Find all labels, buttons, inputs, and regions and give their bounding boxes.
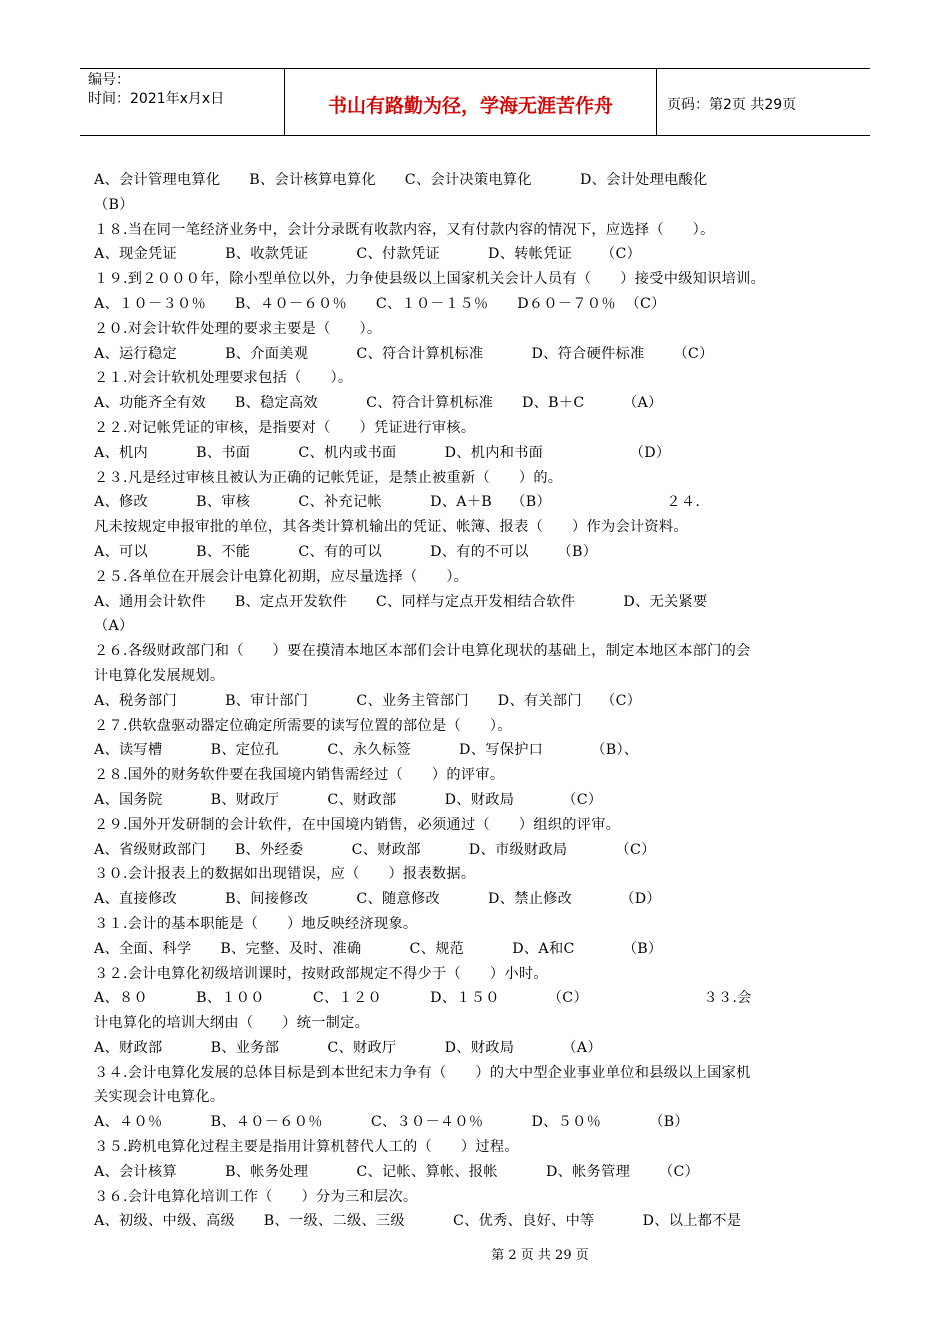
text-line: ３２.会计电算化初级培训课时，按财政部规定不得少于（ ）小时。 xyxy=(94,965,548,982)
text-line: A、机内 B、书面 C、机内或书面 D、机内和书面 （D） xyxy=(94,444,671,461)
date-label: 时间：2021年x月x日 xyxy=(88,91,225,107)
text-line: A、直接修改 B、间接修改 C、随意修改 D、禁止修改 （D） xyxy=(94,891,661,908)
header-motto: 书山有路勤为径，学海无涯苦作舟 xyxy=(285,69,657,135)
text-line: A、１０－３０％ B、４０－６０％ C、１０－１５％ D６０－７０％ （C） xyxy=(94,295,666,312)
text-line: ３１.会计的基本职能是（ ）地反映经济现象。 xyxy=(94,915,418,932)
text-line: 计电算化发展规划。 xyxy=(94,667,225,684)
text-line: ２３.凡是经过审核且被认为正确的记帐凭证，是禁止被重新（ ）的。 xyxy=(94,469,563,486)
text-line: A、会计管理电算化 B、会计核算电算化 C、会计决策电算化 D、会计处理电酸化 xyxy=(94,172,708,188)
header-page-info: 页码：第2页 共29页 xyxy=(667,97,797,113)
text-line: ２０.对会计软件处理的要求主要是（ ）。 xyxy=(94,320,382,337)
number-label: 编号： xyxy=(88,72,130,88)
text-line: A、税务部门 B、审计部门 C、业务主管部门 D、有关部门 （C） xyxy=(94,692,642,709)
text-line: 关实现会计电算化。 xyxy=(94,1089,225,1106)
text-line: ２９.国外开发研制的会计软件，在中国境内销售，必须通过（ ）组织的评审。 xyxy=(94,816,621,833)
text-line: A、读写槽 B、定位孔 C、永久标签 D、写保护口 （B）、 xyxy=(94,742,639,759)
text-line: 凡未按规定申报审批的单位，其各类计算机输出的凭证、帐簿、报表（ ）作为会计资料。 xyxy=(94,519,688,536)
text-line: １９.到２０００年，除小型单位以外，力争使县级以上国家机关会计人员有（ ）接受中级知识培训。 xyxy=(94,271,766,288)
text-line: A、４０％ B、４０－６０％ C、３０－４０％ D、５０％ （B） xyxy=(94,1114,689,1131)
text-line: （B） xyxy=(94,196,134,213)
text-line: A、会计核算 B、帐务处理 C、记帐、算帐、报帐 D、帐务管理 （C） xyxy=(94,1163,700,1180)
text-line: ２１.对会计软机处理要求包括（ ）。 xyxy=(94,370,353,387)
text-line: A、通用会计软件 B、定点开发软件 C、同样与定点开发相结合软件 D、无关紧要 xyxy=(94,593,708,610)
document-body xyxy=(94,168,860,1234)
text-line: 计电算化的培训大纲由（ ）统一制定。 xyxy=(94,1015,370,1032)
text-line: A、省级财政部门 B、外经委 C、财政部 D、市级财政局 （C） xyxy=(94,841,656,858)
text-line: A、初级、中级、高级 B、一级、二级、三级 C、优秀、良好、中等 D、以上都不是 xyxy=(94,1213,742,1230)
text-line: A、国务院 B、财政厅 C、财政部 D、财政局 （C） xyxy=(94,791,603,808)
text-line: A、财政部 B、业务部 C、财政厅 D、财政局 （A） xyxy=(94,1039,602,1056)
text-line: A、运行稳定 B、介面美观 C、符合计算机标准 D、符合硬件标准 （C） xyxy=(94,345,714,362)
text-line: A、８０ B、１００ C、１２０ D、１５０ （C） ３３.会 xyxy=(94,990,752,1007)
page-header xyxy=(80,68,870,136)
text-line: A、现金凭证 B、收款凭证 C、付款凭证 D、转帐凭证 （C） xyxy=(94,246,642,263)
text-line: ２５.各单位在开展会计电算化初期，应尽量选择（ ）。 xyxy=(94,568,469,585)
text-line: A、修改 B、审核 C、补充记帐 D、A＋B （B） ２４. xyxy=(94,494,701,511)
text-line: ２６.各级财政部门和（ ）要在摸清本地区本部们会计电算化现状的基础上，制定本地区本部门的会 xyxy=(94,643,751,660)
page-footer: 第 2 页 共 29 页 xyxy=(491,1248,589,1263)
text-line: A、功能齐全有效 B、稳定高效 C、符合计算机标准 D、B＋C （A） xyxy=(94,395,663,412)
header-meta xyxy=(80,69,285,135)
text-line: ２２.对记帐凭证的审核，是指要对（ ）凭证进行审核。 xyxy=(94,419,476,436)
text-line: ３６.会计电算化培训工作（ ）分为三和层次。 xyxy=(94,1188,418,1205)
text-line: １８.当在同一笔经济业务中，会计分录既有收款内容，又有付款内容的情况下，应选择（ ）。 xyxy=(94,221,715,238)
text-line: ３５.跨机电算化过程主要是指用计算机替代人工的（ ）过程。 xyxy=(94,1139,519,1156)
text-line: ３０.会计报表上的数据如出现错误，应（ ）报表数据。 xyxy=(94,866,476,883)
text-line: （A） xyxy=(94,618,134,635)
text-line: ２７.供软盘驱动器定位确定所需要的读写位置的部位是（ ）。 xyxy=(94,717,512,734)
text-line: A、可以 B、不能 C、有的可以 D、有的不可以 （B） xyxy=(94,543,598,560)
text-line: ２８.国外的财务软件要在我国境内销售需经过（ ）的评审。 xyxy=(94,767,505,784)
text-line: A、全面、科学 B、完整、及时、准确 C、规范 D、A和C （B） xyxy=(94,940,663,957)
text-line: ３４.会计电算化发展的总体目标是到本世纪末力争有（ ）的大中型企业事业单位和县级以上国家机 xyxy=(94,1064,751,1081)
